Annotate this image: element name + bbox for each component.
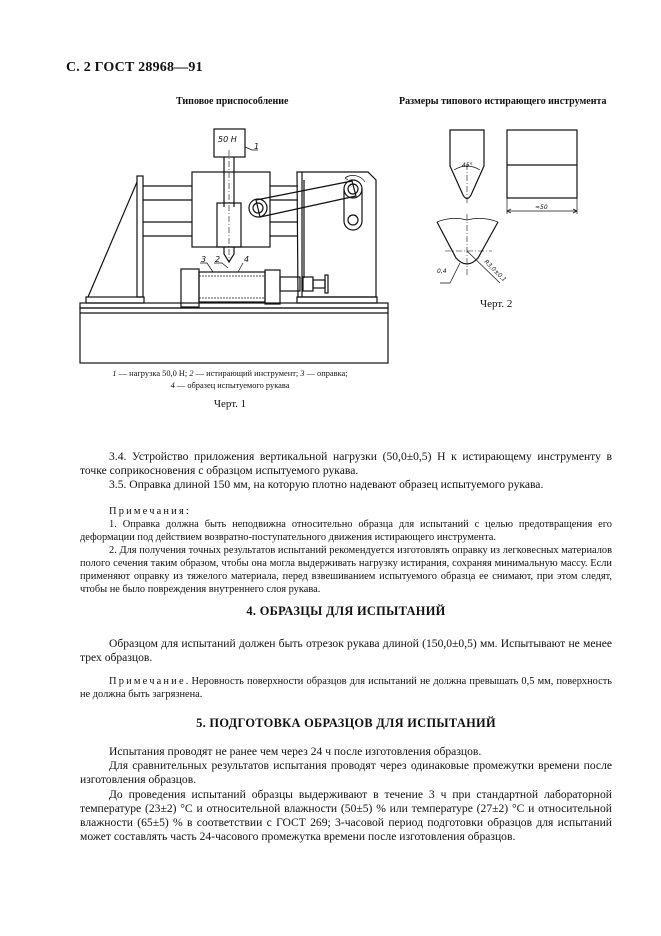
clause-3-4: 3.4. Устройство приложения вертикальной нагрузки (50,0±0,5) Н к истирающему инструменту в точке соприкосновения с образцом испытуемого рукава. — [80, 450, 612, 478]
svg-text:3: 3 — [201, 255, 207, 264]
clause-3-5: 3.5. Оправка длиной 150 мм, на которую плотно надевают образец испытуемого рукава. — [109, 478, 544, 492]
section3-body — [80, 450, 612, 493]
note-label: Примечание — [109, 676, 186, 687]
svg-text:0,4: 0,4 — [437, 268, 447, 275]
figure1-title: Типовое приспособление — [176, 96, 289, 107]
section4-heading: 4. ОБРАЗЦЫ ДЛЯ ИСПЫТАНИЙ — [246, 604, 446, 618]
svg-text:45°: 45° — [462, 162, 473, 169]
section5-paragraph-2: Для сравнительных результатов испытания проводят через одинаковые промежутки времени после изготовления образцов. — [80, 759, 612, 787]
figure1-label: Черт. 1 — [213, 398, 247, 410]
section5-paragraph-1: Испытания проводят не ранее чем через 24 ч после изготовления образцов. — [109, 745, 482, 758]
figure2-title: Размеры типового истирающего инструмента — [399, 96, 607, 107]
note-1: 1. Оправка должна быть неподвижна относительно образца для испытаний с целью предотвращения его деформации под действием возвратно-поступательного движения истирающего инструмента. — [80, 519, 612, 543]
section3-notes — [80, 505, 612, 596]
svg-text:2: 2 — [215, 255, 221, 264]
page-header: С. 2 ГОСТ 28968—91 — [66, 60, 203, 75]
section4-note — [80, 675, 612, 701]
notes-heading: Примечания: — [109, 506, 192, 517]
figure2-label: Черт. 2 — [480, 298, 513, 310]
section5-paragraph-3: До проведения испытаний образцы выдерживают в течение 3 ч при стандартной лабораторной температуре (23±2) °С и относительной влажности (50±5) % или температуре (27±2) °С и относительной влажности (65±5) % в соответствии с ГОСТ 269; 3-часовой период подготовки образцов для испытаний может составлять часть 24-часового промежутка времени после изготовления образцов. — [80, 787, 612, 844]
section5-heading: 5. ПОДГОТОВКА ОБРАЗЦОВ ДЛЯ ИСПЫТАНИЙ — [196, 716, 496, 730]
section4-paragraph: Образцом для испытаний должен быть отрезок рукава длиной (150,0±0,5) мм. Испытывают не менее трех образцов. — [80, 637, 612, 665]
svg-text:≈50: ≈50 — [535, 204, 548, 211]
load-label: 50 Н — [218, 135, 237, 144]
section4-body — [80, 637, 612, 665]
section5-body — [80, 745, 612, 844]
svg-text:4: 4 — [244, 255, 250, 264]
figure1-caption-line2: 4 — образец испытуемого рукава — [170, 381, 290, 390]
figure1-caption-line1: 1 — нагрузка 50,0 Н; 2 — истирающий инструмент; 3 — оправка; — [112, 369, 348, 378]
svg-text:R3,0±0,1: R3,0±0,1 — [482, 258, 508, 284]
note-text: . Неровность поверхности образцов для испытаний не должна превышать 0,5 мм, поверхность не должна быть загрязнена. — [80, 676, 612, 700]
svg-text:1: 1 — [254, 142, 260, 151]
note-2: 2. Для получения точных результатов испытаний рекомендуется изготовлять оправку из легковесных материалов полого сечения таким образом, чтобы она могла выдерживать нагрузку истирания, сохраняя минимальную массу. Если применяют оправку из тяжелого материала, перед взвешиванием испытуемого образца ее снимают, при этом следят, чтобы не было повреждения внутреннего слоя рукава. — [80, 545, 612, 595]
